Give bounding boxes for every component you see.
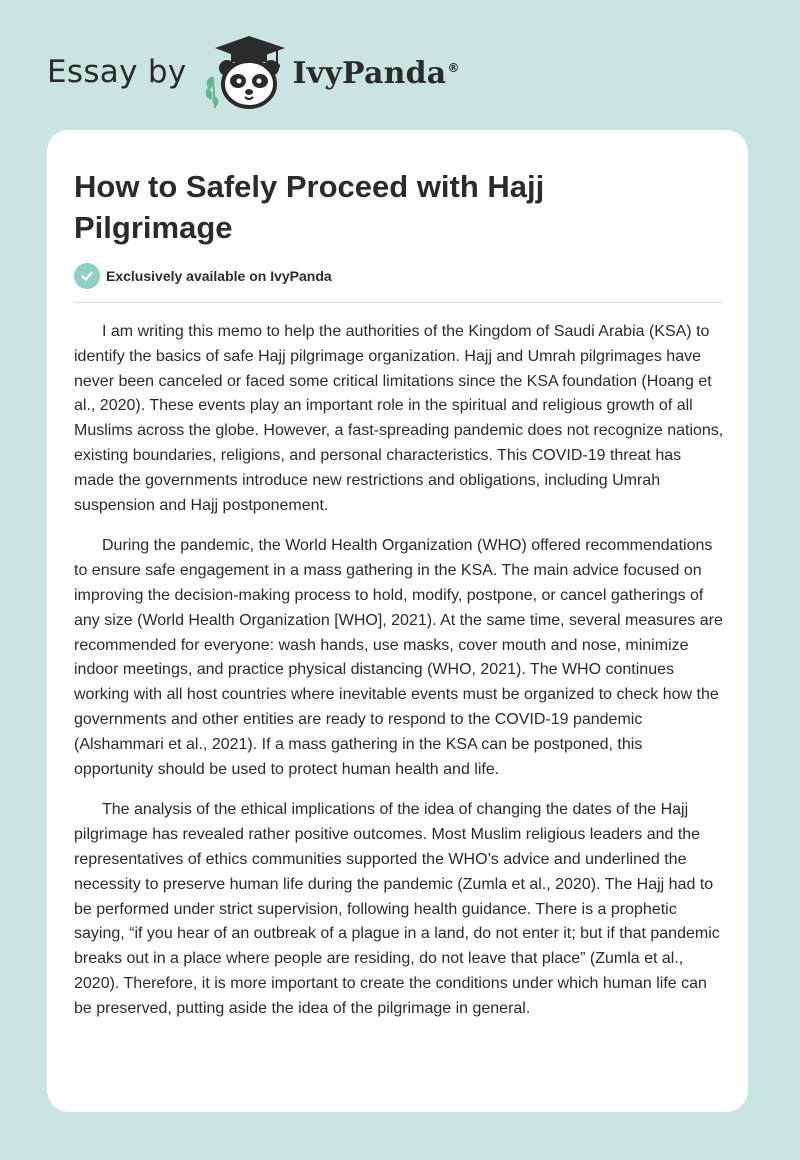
registered-mark: ®: [447, 60, 460, 75]
essay-card: [47, 130, 748, 1112]
panda-graduate-logo-icon[interactable]: [201, 34, 293, 110]
paragraph-1: I am writing this memo to help the authorities of the Kingdom of Saudi Arabia (KSA) to identify the basics of safe Hajj pilgrimage organization. Hajj and Umrah pilgrimages have never been canceled or faced some critical limitations since the KSA foundation (Hoang et al., 2020). These events play an important role in the spiritual and religious growth of all Muslims across the globe. However, a fast-spreading pandemic does not recognize nations, existing boundaries, religions, and personal characteristics. This COVID-19 threat has made the governments introduce new restrictions and obligations, including Umrah suspension and Hajj postponement.: [74, 323, 724, 514]
brand-name[interactable]: [293, 56, 460, 91]
title-divider: [74, 302, 722, 303]
brand-prefix: Essay by: [47, 54, 187, 90]
exclusive-label: Exclusively available on IvyPanda: [106, 268, 332, 284]
essay-title: How to Safely Proceed with Hajj Pilgrimage: [74, 169, 545, 245]
brand-name-text: IvyPanda: [292, 55, 447, 91]
exclusive-badge: [74, 263, 332, 289]
check-icon: [74, 263, 100, 289]
paragraph-2: During the pandemic, the World Health Organization (WHO) offered recommendations to ensure safe engagement in a mass gathering in the KSA. The main advice focused on improving the decision-making process to hold, modify, postpone, or cancel gatherings of any size (World Health Organization [WHO], 2021). At the same time, several measures are recommended for everyone: wash hands, use masks, cover mouth and nose, minimize indoor meetings, and practice physical distancing (WHO, 2021). The WHO continues working with all host countries where inevitable events must be organized to check how the governments and other entities are ready to respond to the COVID-19 pandemic (Alshammari et al., 2021). If a mass gathering in the KSA can be postponed, this opportunity should be used to protect human health and life.: [74, 537, 723, 778]
paragraph-3: The analysis of the ethical implications of the idea of changing the dates of the Hajj pilgrimage has revealed rather positive outcomes. Most Muslim religious leaders and the representatives of ethics communities supported the WHO’s advice and underlined the necessity to preserve human life during the pandemic (Zumla et al., 2020). The Hajj had to be performed under strict supervision, following health guidance. There is a prophetic saying, “if you hear of an outbreak of a plague in a land, do not enter it; but if that pandemic breaks out in a place where people are residing, do not leave that place” (Zumla et al., 2020). Therefore, it is more important to create the conditions under which human life can be preserved, putting aside the idea of the pilgrimage in general.: [74, 801, 720, 1017]
site-header: [47, 34, 507, 110]
essay-body: [74, 320, 724, 1038]
